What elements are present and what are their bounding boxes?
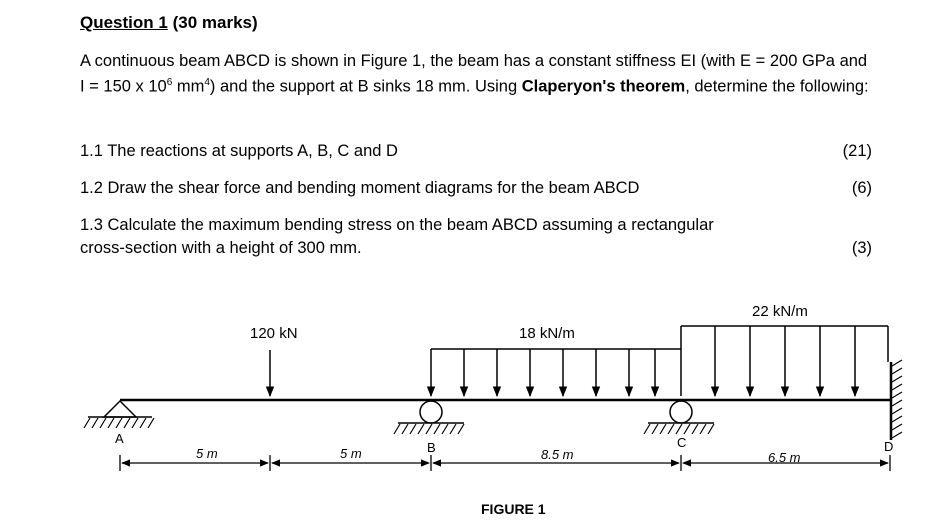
support-label-c: C: [677, 435, 687, 450]
udl-bc: [431, 349, 681, 396]
support-b-roller: [394, 401, 464, 434]
question-number: Question 1: [80, 13, 168, 32]
item-1-1-text: 1.1 The reactions at supports A, B, C and D: [80, 142, 398, 160]
udl-cd: [681, 326, 888, 396]
support-a-pin: [84, 401, 154, 428]
span-label-bc: 8.5 m: [541, 447, 574, 462]
item-1-2-text: 1.2 Draw the shear force and bending moment diagrams for the beam ABCD: [80, 179, 640, 197]
item-1-3-marks: (3): [851, 239, 872, 257]
point-load-label: 120 kN: [250, 325, 298, 342]
span-label-ab2: 5 m: [340, 446, 362, 461]
item-1-3-text-line2: cross-section with a height of 300 mm.: [80, 239, 362, 257]
udl-bc-label: 18 kN/m: [519, 325, 575, 342]
support-label-b: B: [427, 440, 436, 455]
support-c-roller: [644, 401, 714, 434]
support-label-a: A: [115, 431, 124, 446]
question-marks: (30 marks): [172, 13, 258, 32]
theorem-name: Claperyon's theorem: [521, 77, 686, 96]
udl-cd-label: 22 kN/m: [752, 303, 808, 320]
item-1-3-text-line1: 1.3 Calculate the maximum bending stress on the beam ABCD assuming a rectangular: [80, 216, 714, 234]
support-d-fixed: [891, 360, 902, 440]
span-label-cd: 6.5 m: [768, 450, 801, 465]
span-label-ab1: 5 m: [196, 446, 218, 461]
item-1-1-marks: (21): [842, 142, 872, 160]
question-intro: A continuous beam ABCD is shown in Figure 1, the beam has a constant stiffness EI (with E = 200 GPa and I = 150 x $10^6$ $mm^4$) and the support at B sinks 18 mm. Using Claperyon's theorem, determine the following:: [80, 52, 869, 96]
item-1-2-marks: (6): [851, 179, 872, 197]
support-label-d: D: [884, 439, 894, 454]
figure-caption: FIGURE 1: [481, 501, 546, 517]
